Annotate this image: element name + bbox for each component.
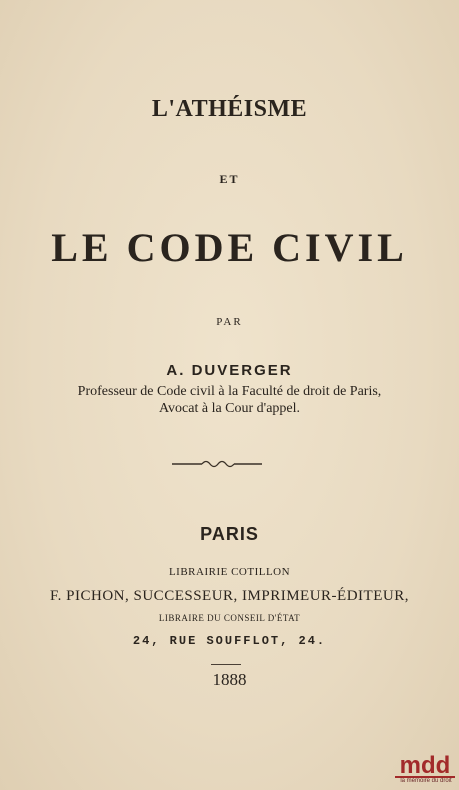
publication-city: PARIS <box>200 524 259 544</box>
bookshop-name: LIBRAIRIE COTILLON <box>168 566 291 578</box>
logo-wordmark: mdd <box>399 752 451 779</box>
author-name: A. DUVERGER <box>166 362 293 379</box>
title-line-2: LE CODE CIVIL <box>51 225 408 270</box>
publisher-name: F. PICHON, SUCCESSEUR, IMPRIMEUR-ÉDITEUR, <box>50 588 409 604</box>
title-conjunction: ET <box>219 172 240 186</box>
ornament-divider-icon <box>172 458 262 470</box>
author-affiliation-1: Professeur de Code civil à la Faculté de droit de Paris, <box>77 384 382 399</box>
year-rule <box>211 664 241 665</box>
author-affiliation-2: Avocat à la Cour d'appel. <box>158 401 301 416</box>
by-label: PAR <box>216 316 243 328</box>
logo-tagline: la mémoire du droit <box>400 778 452 784</box>
bookshop-role: LIBRAIRE DU CONSEIL D'ÉTAT <box>158 613 301 623</box>
publication-year: 1888 <box>212 670 247 689</box>
publisher-address: 24, RUE SOUFFLOT, 24. <box>132 634 327 648</box>
title-line-1: L'ATHÉISME <box>151 96 308 122</box>
